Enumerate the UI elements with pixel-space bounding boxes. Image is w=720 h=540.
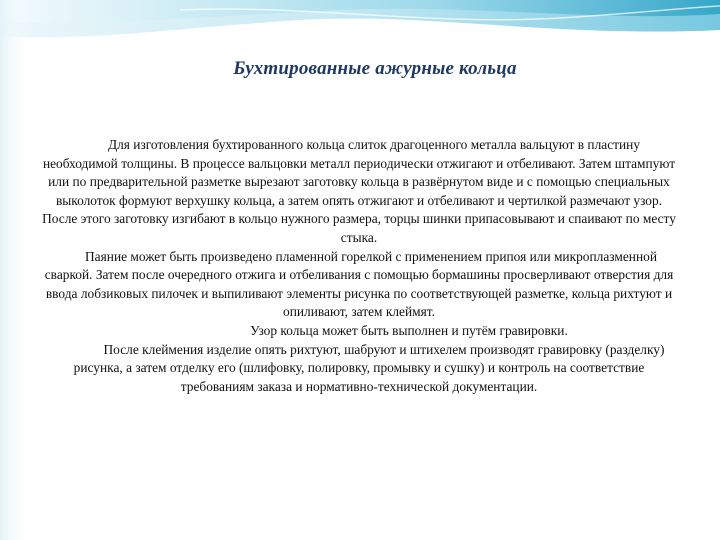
body-text <box>42 136 676 396</box>
slide-title: Бухтированные ажурные кольца <box>233 58 517 79</box>
paragraph-3: Узор кольца может быть выполнен и путём гравировки. <box>250 322 568 338</box>
paragraph-2: Паяние может быть произведено пламенной горелкой с применением припоя или микроплазменной сваркой. Затем после очередного отжига и отбеливания с помощью бормашины просверливают отверстия для ввода лобзиковых пилочек и выпиливают элементы рисунка по соответствующей разметке, кольца рихтуют и опиливают, затем клеймят. <box>44 248 674 320</box>
paragraph-4: После клеймения изделие опять рихтуют, шабруют и штихелем производят гравировку (разделку) рисунка, а затем отделку его (шлифовку, полировку, промывку и сушку) и контроль на соответствие требованиям заказа и нормативно-технической документации. <box>73 341 665 394</box>
left-band <box>0 0 32 540</box>
paragraph-1: Для изготовления бухтированного кольца слиток драгоценного металла вальцуют в пластину необходимой толщины. В процессе вальцовки металл периодически отжигают и отбеливают. Затем штампуют или по предварительной разметке вырезают заготовку кольца в развёрнутом виде и с помощью специальных выколоток формуют верхушку кольца, а затем опять отжигают и отбеливают и чертилкой размечают узор. После этого заготовку изгибают в кольцо нужного размера, торцы шинки припасовывают и спаивают по месту стыка. <box>42 137 676 245</box>
